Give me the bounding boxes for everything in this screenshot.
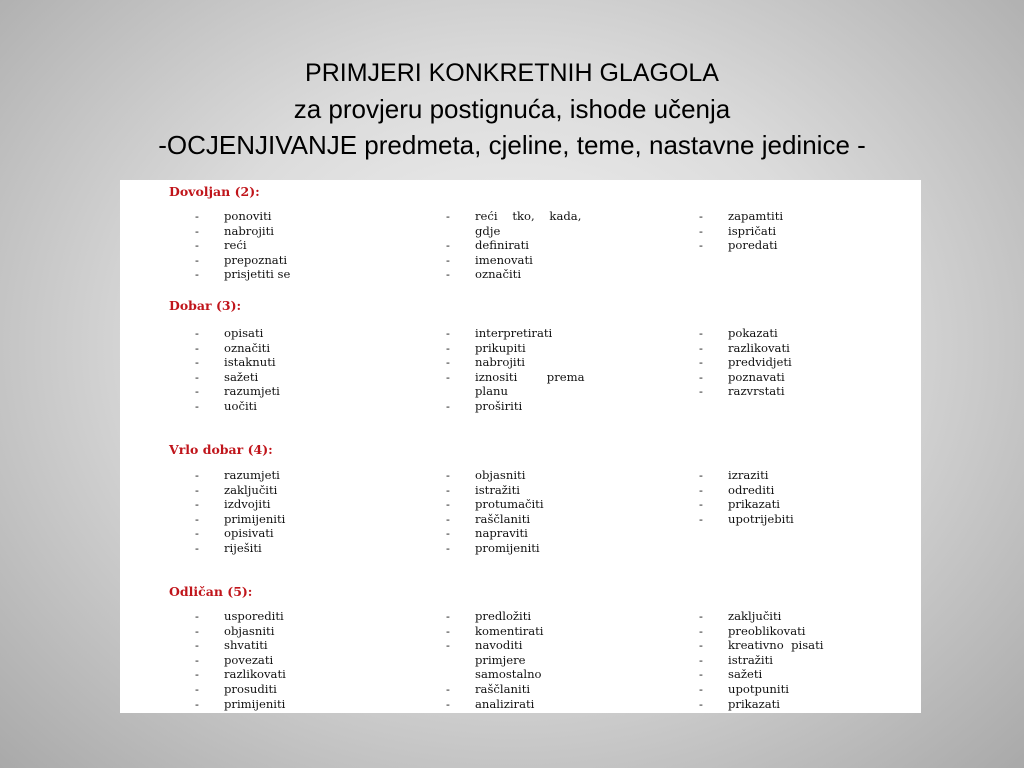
list-item-text: poredati xyxy=(728,238,778,253)
list-item xyxy=(699,370,921,385)
list-item-text: nabrojiti xyxy=(475,355,525,370)
list-item xyxy=(195,267,435,282)
list-item-text: komentirati xyxy=(475,623,544,638)
list-item-text: definirati xyxy=(475,238,530,253)
list-bullet: - xyxy=(195,340,199,355)
list-item xyxy=(699,697,921,712)
list-item xyxy=(195,370,435,385)
list-item-text: upotrijebiti xyxy=(728,511,794,526)
list-item-text: razumjeti xyxy=(224,384,280,399)
list-item xyxy=(446,497,686,512)
list-item xyxy=(195,355,435,370)
list-item-text: sažeti xyxy=(728,667,763,682)
list-item-text: proširiti xyxy=(475,398,523,413)
list-bullet: - xyxy=(195,696,199,711)
list-item xyxy=(195,399,435,414)
list-item-text: iznositi prema xyxy=(475,369,585,384)
list-item-text: istaknuti xyxy=(224,355,276,370)
list-bullet: - xyxy=(699,497,703,512)
list-item xyxy=(195,512,435,527)
list-item xyxy=(446,384,686,399)
list-bullet: - xyxy=(699,609,703,623)
list-bullet: - xyxy=(699,511,703,526)
list-item xyxy=(195,682,435,697)
list-item xyxy=(195,624,435,639)
list-bullet: - xyxy=(195,497,199,512)
list-item-text: uočiti xyxy=(224,398,258,413)
list-item-text: primjere xyxy=(475,652,526,667)
list-item-text: istražiti xyxy=(475,482,520,497)
list-item-text: razumjeti xyxy=(224,468,280,482)
list-item xyxy=(699,224,921,239)
list-item xyxy=(195,326,435,341)
list-item-text: napraviti xyxy=(475,526,528,541)
list-bullet: - xyxy=(195,384,199,399)
list-bullet: - xyxy=(195,468,199,482)
list-bullet: - xyxy=(446,482,450,497)
slide-subtitle-2: -OCJENJIVANJE predmeta, cjeline, teme, nastavne jedinice - xyxy=(158,130,866,160)
list-item-text: shvatiti xyxy=(224,638,268,653)
list-bullet: - xyxy=(195,267,199,282)
list-item xyxy=(699,653,921,668)
list-bullet: - xyxy=(699,223,703,238)
list-item xyxy=(195,697,435,712)
list-bullet: - xyxy=(699,652,703,667)
list-item xyxy=(195,483,435,498)
list-item xyxy=(699,497,921,512)
section-vrlo-dobar-column-3 xyxy=(699,468,921,526)
list-bullet: - xyxy=(446,681,450,696)
list-item-text: predvidjeti xyxy=(728,355,792,370)
list-item xyxy=(195,224,435,239)
list-item xyxy=(446,653,686,668)
list-item-text: istražiti xyxy=(728,652,773,667)
list-item-text: reći tko, kada, xyxy=(475,209,582,223)
list-item xyxy=(446,341,686,356)
list-item-text: nabrojiti xyxy=(224,223,274,238)
list-bullet: - xyxy=(195,511,199,526)
list-item-text: povezati xyxy=(224,652,274,667)
slide-title: PRIMJERI KONKRETNIH GLAGOLA xyxy=(305,59,719,87)
list-item-text: razvrstati xyxy=(728,384,785,399)
list-item xyxy=(699,667,921,682)
list-item xyxy=(446,697,686,712)
list-item xyxy=(446,483,686,498)
list-item-text: primijeniti xyxy=(224,511,286,526)
slide-title-block xyxy=(0,55,1024,163)
list-item-text: prepoznati xyxy=(224,252,288,267)
list-bullet: - xyxy=(195,482,199,497)
verb-list-sheet xyxy=(120,180,921,713)
list-item xyxy=(195,526,435,541)
list-bullet: - xyxy=(699,482,703,497)
list-item-text: izraziti xyxy=(728,468,769,482)
list-bullet: - xyxy=(699,623,703,638)
section-dobar-column-1 xyxy=(195,326,435,414)
list-item-text: navoditi xyxy=(475,638,523,653)
list-bullet: - xyxy=(446,209,450,223)
list-item xyxy=(699,238,921,253)
list-item-text: ponoviti xyxy=(224,209,272,223)
list-item-text: prikazati xyxy=(728,696,780,711)
list-bullet: - xyxy=(446,369,450,384)
list-item-text: reći xyxy=(224,238,247,253)
list-item xyxy=(195,667,435,682)
list-item xyxy=(699,483,921,498)
list-item-text: zaključiti xyxy=(224,482,278,497)
list-bullet: - xyxy=(699,681,703,696)
list-item xyxy=(446,541,686,556)
list-bullet: - xyxy=(195,540,199,555)
list-item xyxy=(446,224,686,239)
list-item-text: upotpuniti xyxy=(728,681,789,696)
list-item-text: objasniti xyxy=(475,468,526,482)
list-item xyxy=(446,267,686,282)
list-bullet: - xyxy=(699,209,703,223)
list-item-text: analizirati xyxy=(475,696,535,711)
list-item xyxy=(699,384,921,399)
list-item-text: izdvojiti xyxy=(224,497,271,512)
list-item-text: kreativno pisati xyxy=(728,638,824,653)
list-bullet: - xyxy=(446,638,450,653)
list-bullet: - xyxy=(699,369,703,384)
list-bullet: - xyxy=(699,326,703,340)
list-item-text: pokazati xyxy=(728,326,778,340)
list-bullet: - xyxy=(195,652,199,667)
list-bullet: - xyxy=(195,526,199,541)
list-item xyxy=(195,238,435,253)
list-item xyxy=(699,341,921,356)
section-dovoljan-column-1 xyxy=(195,209,435,282)
list-item xyxy=(446,512,686,527)
list-bullet: - xyxy=(446,340,450,355)
list-bullet: - xyxy=(195,667,199,682)
list-item xyxy=(446,526,686,541)
list-bullet: - xyxy=(446,468,450,482)
list-item xyxy=(195,253,435,268)
list-bullet: - xyxy=(446,238,450,253)
list-item xyxy=(195,384,435,399)
section-dobar-column-3 xyxy=(699,326,921,399)
list-item-text: protumačiti xyxy=(475,497,544,512)
list-item xyxy=(446,238,686,253)
list-item xyxy=(195,609,435,624)
list-bullet: - xyxy=(699,638,703,653)
list-bullet: - xyxy=(195,223,199,238)
list-item-text: odrediti xyxy=(728,482,775,497)
list-item xyxy=(195,653,435,668)
slide-subtitle: za provjeru postignuća, ishode učenja xyxy=(293,94,731,124)
list-bullet: - xyxy=(446,326,450,340)
list-item xyxy=(446,682,686,697)
list-bullet: - xyxy=(446,623,450,638)
list-bullet: - xyxy=(446,696,450,711)
list-item-text: zapamtiti xyxy=(728,209,784,223)
section-odlican-column-3 xyxy=(699,609,921,711)
list-item xyxy=(195,497,435,512)
list-bullet: - xyxy=(195,209,199,223)
list-item-text: sažeti xyxy=(224,369,259,384)
list-item-text: označiti xyxy=(224,340,271,355)
list-item-text: objasniti xyxy=(224,623,275,638)
list-bullet: - xyxy=(446,252,450,267)
section-title-dobar: Dobar (3): xyxy=(169,298,242,313)
list-item xyxy=(195,541,435,556)
list-bullet: - xyxy=(195,638,199,653)
list-item-text: imenovati xyxy=(475,252,533,267)
list-item xyxy=(699,512,921,527)
list-item-text: zaključiti xyxy=(728,609,782,623)
list-item-text: promijeniti xyxy=(475,540,540,555)
list-item xyxy=(446,209,686,224)
list-item-text: preoblikovati xyxy=(728,623,806,638)
section-vrlo-dobar-column-2 xyxy=(446,468,686,556)
list-item-text: planu xyxy=(475,384,508,399)
list-item-text: primijeniti xyxy=(224,696,286,711)
list-item xyxy=(195,209,435,224)
list-bullet: - xyxy=(195,355,199,370)
list-item xyxy=(195,638,435,653)
list-item-text: prisjetiti se xyxy=(224,267,291,282)
list-item-text: usporediti xyxy=(224,609,284,623)
list-item xyxy=(195,341,435,356)
list-bullet: - xyxy=(699,384,703,399)
list-item-text: ispričati xyxy=(728,223,777,238)
list-item xyxy=(446,355,686,370)
list-bullet: - xyxy=(195,252,199,267)
list-item xyxy=(699,638,921,653)
list-bullet: - xyxy=(446,398,450,413)
list-bullet: - xyxy=(699,667,703,682)
list-item-text: predložiti xyxy=(475,609,532,623)
list-bullet: - xyxy=(446,609,450,623)
list-bullet: - xyxy=(195,398,199,413)
list-item-text: razlikovati xyxy=(728,340,790,355)
list-bullet: - xyxy=(699,238,703,253)
section-vrlo-dobar-column-1 xyxy=(195,468,435,556)
list-bullet: - xyxy=(446,267,450,282)
section-dovoljan-column-2 xyxy=(446,209,686,282)
list-item-text: riješiti xyxy=(224,540,262,555)
list-item xyxy=(446,624,686,639)
list-item xyxy=(446,399,686,414)
list-item xyxy=(446,468,686,483)
list-item-text: označiti xyxy=(475,267,522,282)
list-item-text: poznavati xyxy=(728,369,785,384)
list-bullet: - xyxy=(446,526,450,541)
list-item-text: opisati xyxy=(224,326,264,340)
list-bullet: - xyxy=(195,369,199,384)
list-item-text: gdje xyxy=(475,223,501,238)
list-item xyxy=(446,370,686,385)
list-bullet: - xyxy=(699,340,703,355)
list-item-text: prikazati xyxy=(728,497,780,512)
list-item-text: opisivati xyxy=(224,526,274,541)
list-item xyxy=(195,468,435,483)
list-item xyxy=(699,209,921,224)
list-item-text: razlikovati xyxy=(224,667,286,682)
list-item xyxy=(446,326,686,341)
section-title-odlican: Odličan (5): xyxy=(169,584,253,599)
list-item xyxy=(446,609,686,624)
list-item xyxy=(446,253,686,268)
list-item-text: prikupiti xyxy=(475,340,526,355)
list-item xyxy=(699,326,921,341)
list-item xyxy=(446,638,686,653)
section-odlican-column-2 xyxy=(446,609,686,711)
list-item-text: prosuditi xyxy=(224,681,277,696)
list-item xyxy=(699,624,921,639)
list-bullet: - xyxy=(195,238,199,253)
list-bullet: - xyxy=(699,696,703,711)
list-bullet: - xyxy=(195,681,199,696)
list-bullet: - xyxy=(195,623,199,638)
section-title-dovoljan: Dovoljan (2): xyxy=(169,184,260,199)
list-bullet: - xyxy=(699,355,703,370)
section-dovoljan-column-3 xyxy=(699,209,921,253)
list-bullet: - xyxy=(195,326,199,340)
list-bullet: - xyxy=(446,497,450,512)
list-bullet: - xyxy=(699,468,703,482)
list-item-text: interpretirati xyxy=(475,326,553,340)
list-item xyxy=(446,667,686,682)
list-bullet: - xyxy=(446,355,450,370)
list-item xyxy=(699,468,921,483)
list-item-text: raščlaniti xyxy=(475,681,531,696)
list-item-text: raščlaniti xyxy=(475,511,531,526)
list-item xyxy=(699,682,921,697)
list-item xyxy=(699,355,921,370)
section-title-vrlo-dobar: Vrlo dobar (4): xyxy=(169,442,273,457)
section-odlican-column-1 xyxy=(195,609,435,711)
list-bullet: - xyxy=(195,609,199,623)
list-item-text: samostalno xyxy=(475,667,542,682)
list-item xyxy=(699,609,921,624)
list-bullet: - xyxy=(446,511,450,526)
section-dobar-column-2 xyxy=(446,326,686,414)
list-bullet: - xyxy=(446,540,450,555)
